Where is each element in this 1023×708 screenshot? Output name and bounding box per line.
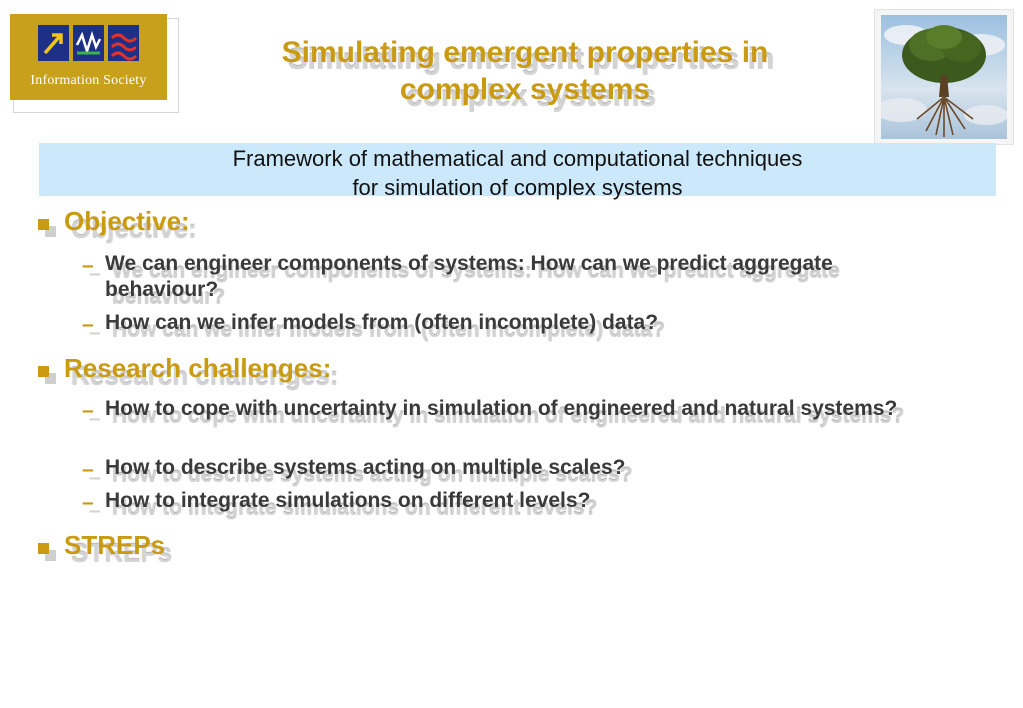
dash-marker: – [82,399,94,422]
objective-item-1: We can engineer components of systems: How can we predict aggregate behaviour? [105,252,833,301]
objective-item-2: How can we infer models from (often incomplete) data? [105,311,659,334]
research-item-3: How to integrate simulations on different levels? [105,489,591,512]
slide-title-line-1: Simulating emergent properties in [281,36,769,69]
framework-line-2: for simulation of complex systems [352,175,683,200]
section-heading-research: Research challenges: [64,353,332,383]
dash-marker: – [82,458,94,481]
section-heading-objective: Objective: [64,206,190,236]
section-bullet-streps [38,543,49,554]
section-bullet-objective [38,219,49,230]
research-item-1: How to cope with uncertainty in simulation of engineered and natural systems? [105,397,898,420]
slide-title-line-2: complex systems [399,73,651,106]
dash-marker: – [82,491,94,514]
framework-line-1: Framework of mathematical and computational techniques [232,146,803,171]
dash-marker: – [82,313,94,336]
research-item-2: How to describe systems acting on multiple scales? [105,456,626,479]
section-heading-streps: STREPs [64,530,166,560]
dash-marker: – [82,254,94,277]
logo-text: Information Society [30,73,147,88]
section-bullet-research [38,366,49,377]
